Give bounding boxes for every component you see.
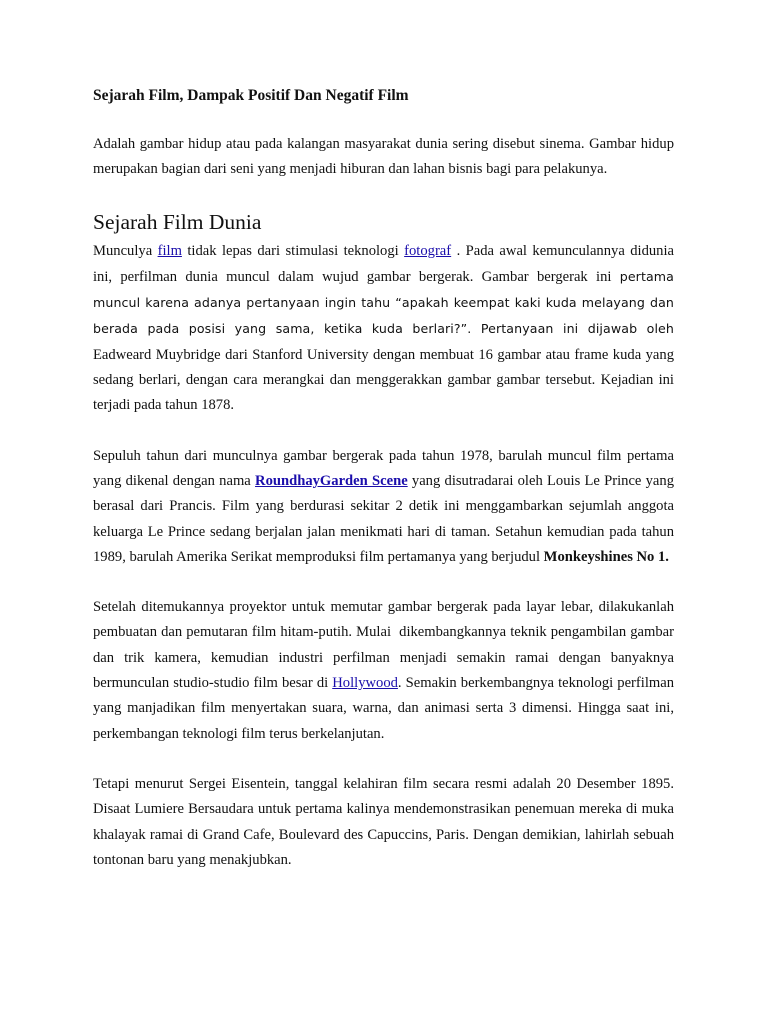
paragraph-1-text-b: tidak lepas dari stimulasi teknologi [181, 242, 405, 259]
paragraph-1-text-c: . Pada awal kemunculannya didunia ini, perfilman dunia muncul dalam wujud gambar bergerak. Gambar bergerak ini [93, 242, 674, 285]
document-title: Sejarah Film, Dampak Positif Dan Negatif Film [93, 87, 409, 104]
link-fotograf[interactable]: fotograf [404, 242, 452, 259]
paragraph-1 [93, 239, 674, 419]
paragraph-3-text-b: . Semakin berkembangnya teknologi perfilman yang manjadikan film menyertakan suara, warna, dan animasi serta 3 dimensi. Hingga saat ini, perkembangan teknologi film terus berkelanjutan. [93, 675, 674, 742]
paragraph-3 [93, 595, 674, 747]
intro-paragraph: Adalah gambar hidup atau pada kalangan masyarakat dunia sering disebut sinema. Gambar hidup merupakan bagian dari seni yang menjadi hiburan dan lahan bisnis bagi para pelakunya. [93, 136, 674, 178]
link-roundhay-garden-scene[interactable]: RoundhayGarden Scene [255, 472, 408, 489]
link-hollywood[interactable]: Hollywood [332, 675, 398, 692]
paragraph-1-text-d: pertama muncul karena adanya pertanyaan ingin tahu “apakah keempat kaki kuda melayang dan berada pada posisi yang sama, ketika kuda berlari?”. Pertanyaan ini dijawab oleh [93, 268, 674, 337]
paragraph-2-text-b: yang disutradarai oleh Louis Le Prince yang berasal dari Prancis. Film yang berdurasi sekitar 2 detik ini menggambarkan sejumlah anggota keluarga Le Prince sedang berjalan jalan menikmati hari di taman. Setahun kemudian pada tahun 1989, barulah Amerika Serikat memproduksi film pertamanya yang berjudul [93, 472, 675, 565]
film-title-monkeyshines: Monkeyshines No 1. [543, 548, 669, 565]
paragraph-1-text-a: Munculya [93, 242, 158, 259]
section-heading: Sejarah Film Dunia [93, 209, 262, 234]
paragraph-1-text-e: Eadweard Muybridge dari Stanford University dengan membuat 16 gambar atau frame kuda yang sedang berlari, dengan cara merangkai dan menggerakkan gambar gambar tersebut. Kejadian ini terjadi pada tahun 1878. [93, 346, 674, 414]
link-film[interactable]: film [157, 242, 182, 259]
paragraph-3-text-a: Setelah ditemukannya proyektor untuk memutar gambar bergerak pada layar lebar, dilakukanlah pembuatan dan pemutaran film hitam-putih. Mulai dikembangkannya teknik pengambilan gambar dan trik kamera, kemudian industri perfilman menjadi semakin ramai dengan banyaknya bermunculan studio-studio film besar di [93, 599, 674, 692]
paragraph-2-text-a: Sepuluh tahun dari munculnya gambar bergerak pada tahun 1978, barulah muncul film pertama yang dikenal dengan nama [93, 447, 674, 489]
paragraph-2 [93, 444, 674, 570]
paragraph-4: Tetapi menurut Sergei Eisentein, tanggal kelahiran film secara resmi adalah 20 Desember 1895. Disaat Lumiere Bersaudara untuk pertama kalinya mendemonstrasikan penemuan mereka di muka khalayak ramai di Grand Cafe, Boulevard des Capuccins, Paris. Dengan demikian, lahirlah sebuah tontonan baru yang menakjubkan. [93, 775, 674, 868]
